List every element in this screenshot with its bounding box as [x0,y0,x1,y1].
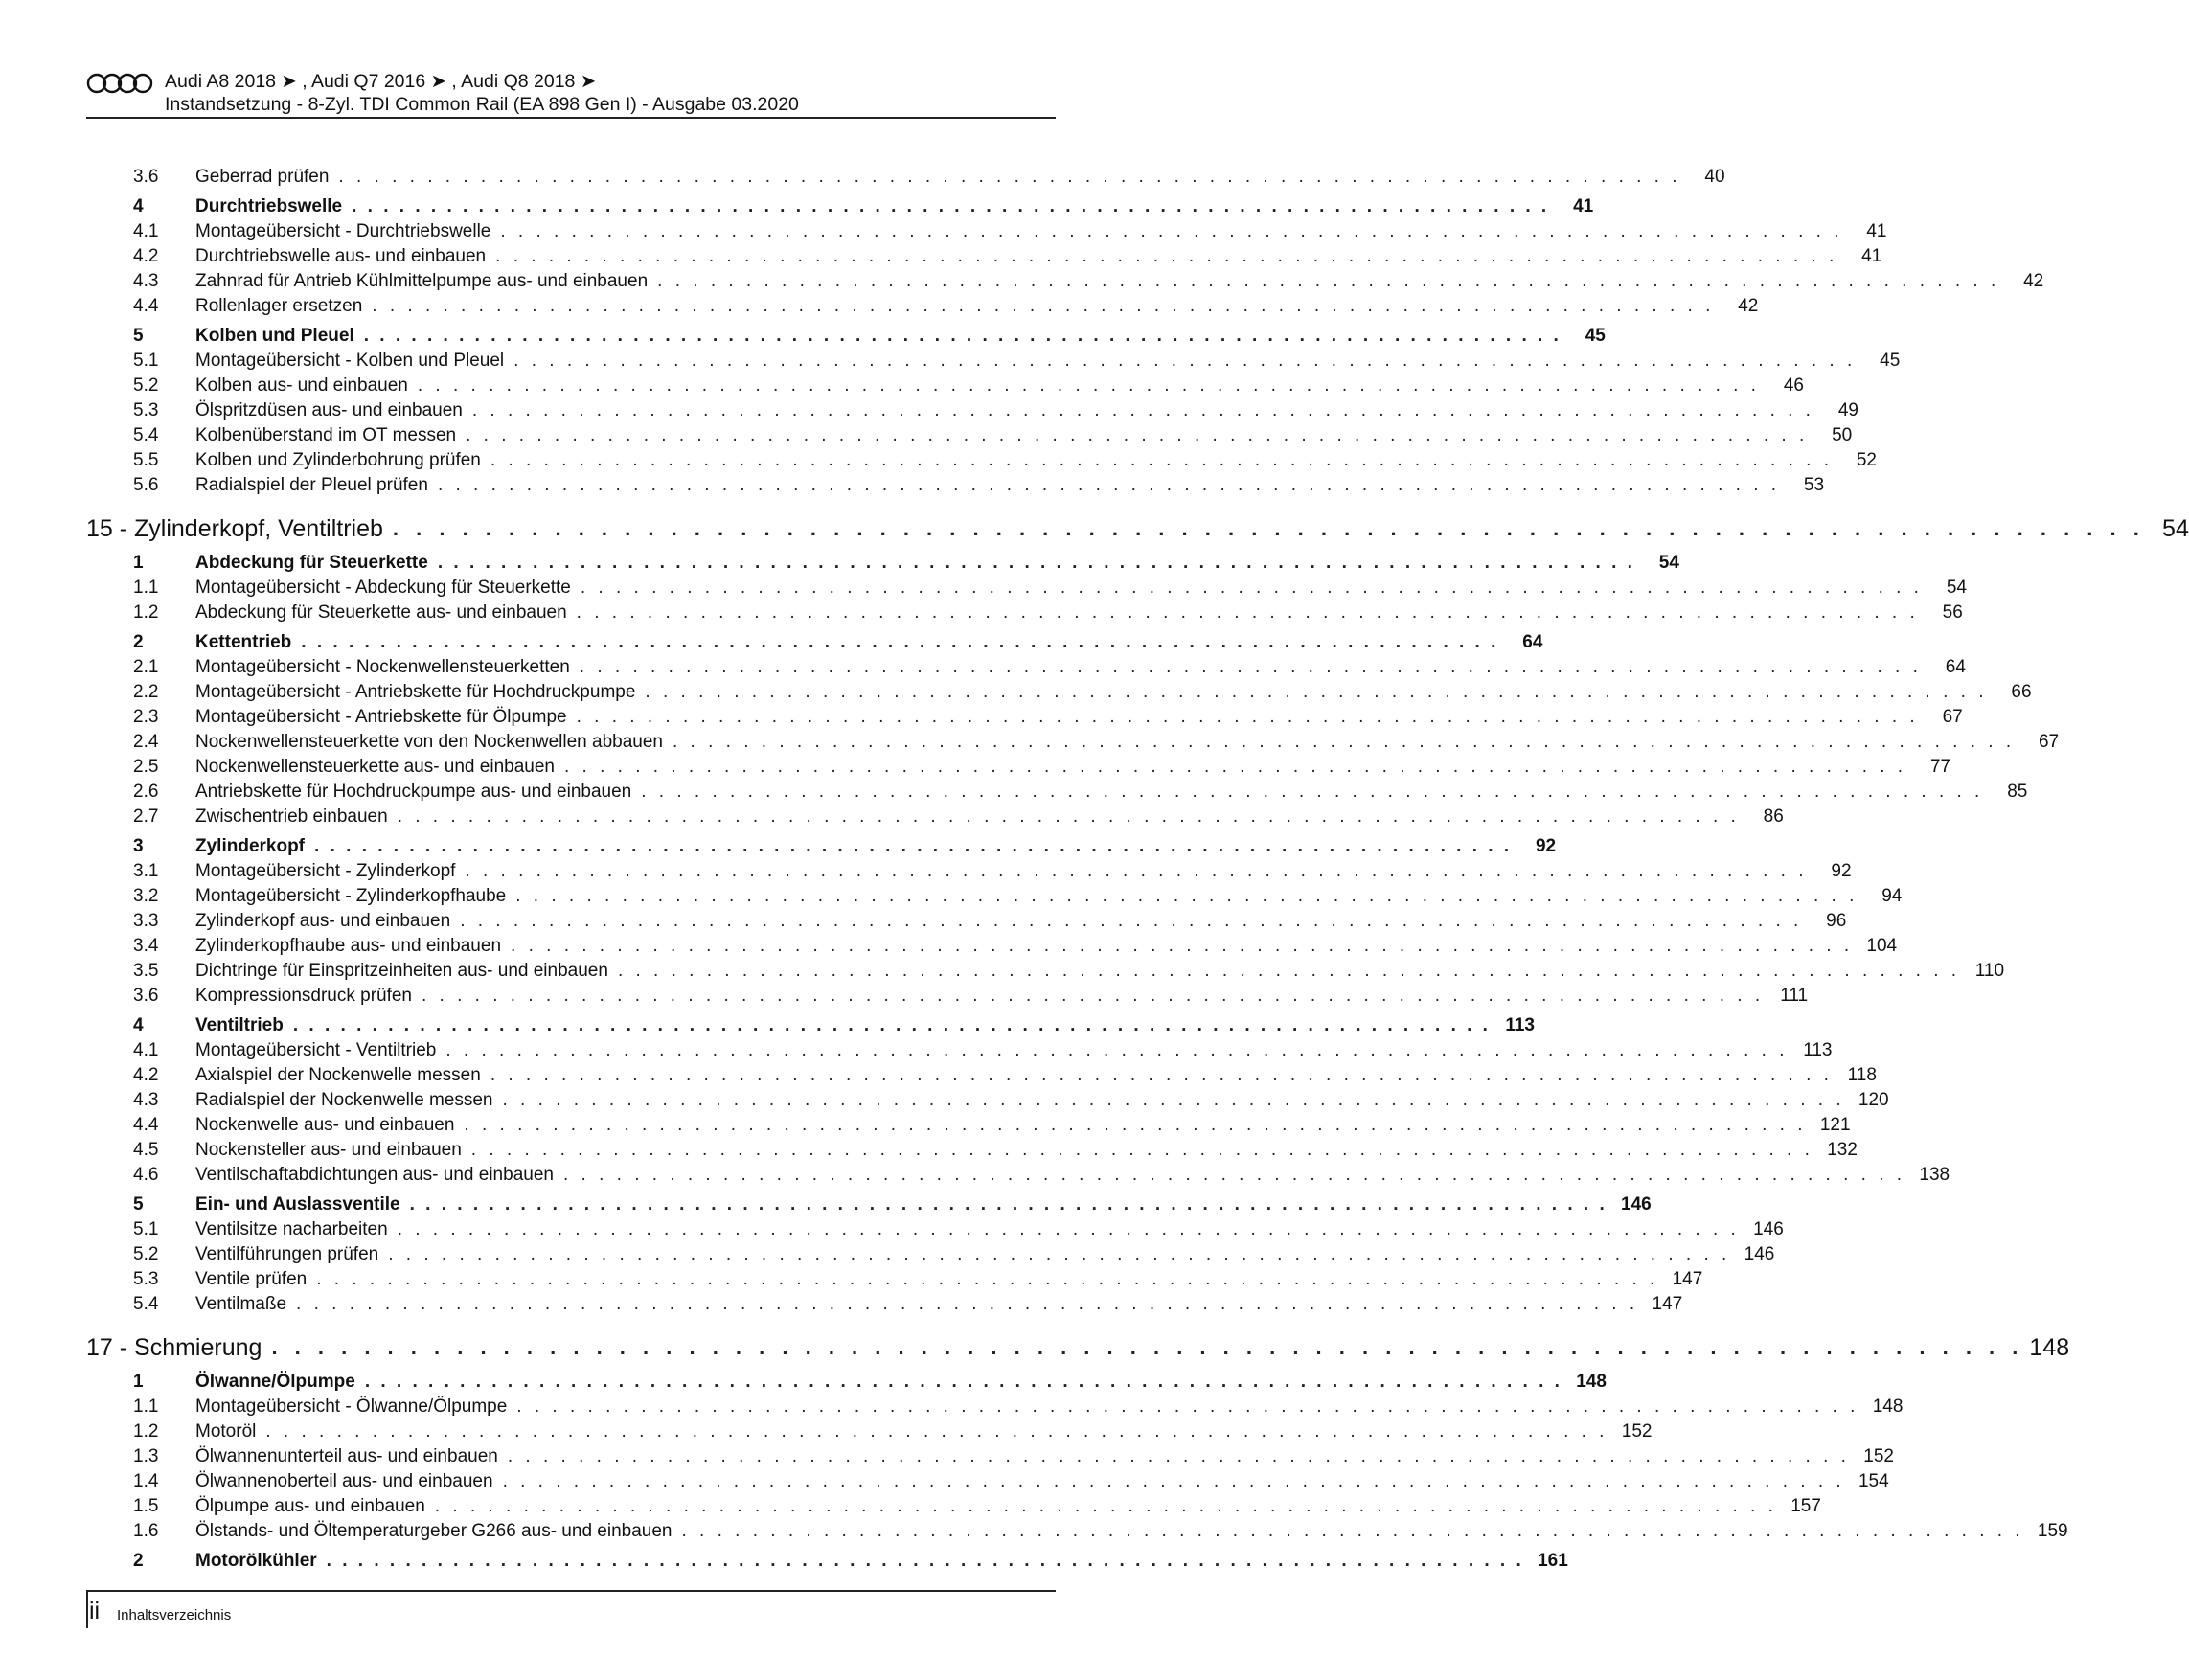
toc-dot-leader: . . . . . . . . . . . . . . . . . . . . . . . . . . . . . . . . . . . . . . . . . . . . . . . . . . . . . . . . . . . . . . . . . . . . . . . . . . . . [645,682,1988,702]
toc-entry-row[interactable] [86,1496,1821,1521]
toc-dot-leader: . . . . . . . . . . . . . . . . . . . . . . . . . . . . . . . . . . . . . . . . . . . . . . . . . . . . . . . . . . . . . . . . . . . . . . . . . . . . [464,1115,1807,1135]
toc-entry-number: 2 [133,1551,144,1571]
toc-entry-title: Montageübersicht - Zylinderkopf [195,861,456,881]
toc-entry-title: Ventilsitze nacharbeiten [195,1219,388,1239]
toc-entry-row[interactable] [86,682,2032,707]
toc-entry-number: 4 [133,196,144,216]
toc-entry-title: Kolben und Pleuel [195,326,354,346]
toc-entry-title: Montageübersicht - Abdeckung für Steuerkette [195,578,571,598]
toc-page-number: 146 [1753,1219,1784,1239]
toc-dot-leader: . . . . . . . . . . . . . . . . . . . . . . . . . . . . . . . . . . . . . . . . . . . . . . . . . . . . . . . . . . . . . . . . . . . . . . . . . . . . [265,1421,1608,1442]
toc-entry-row[interactable] [86,657,1966,682]
toc-entry-row[interactable] [86,782,2028,806]
toc-page-number: 41 [1573,196,1594,216]
toc-dot-leader: . . . . . . . . . . . . . . . . . . . . . . . . . . . . . . . . . . . . . . . . . . . . . . . . . . . . . . . . . . . . . . . . . . . . . . . . . . . . [292,1015,1491,1035]
toc-dot-leader: . . . . . . . . . . . . . . . . . . . . . . . . . . . . . . . . . . . . . . . . . . . . . . . . . . . . . . . . . . . . . . . . . . . . . . . . . . . . [388,1244,1731,1264]
toc-page-number: 161 [1538,1551,1568,1571]
toc-dot-leader: . . . . . . . . . . . . . . . . . . . . . . . . . . . . . . . . . . . . . . . . . . . . . . . . . . . . . . . . . . . . . . . . . . . . . . . . . . . . [397,1219,1740,1239]
toc-entry-number: 5.4 [133,425,159,445]
toc-entry-number: 3.2 [133,886,159,906]
toc-entry-number: 4.3 [133,1090,159,1110]
toc-dot-leader: . . . . . . . . . . . . . . . . . . . . . . . . . . . . . . . . . . . . . . . . . . . . . . . . . . . . . . . . . . . . . . . . . . . . . . . . . . . . [417,375,1760,396]
toc-entry-row[interactable] [86,1165,1950,1190]
toc-page-number: 148 [2029,1333,2070,1361]
toc-page-number: 113 [1803,1040,1833,1060]
toc-entry-number: 1.2 [133,1421,159,1442]
toc-dot-leader: . . . . . . . . . . . . . . . . . . . . . . . . . . . . . . . . . . . . . . . . . . . . . . . . . . . . . . . . . . . . . . . . . . . . . . . . . . . . [580,578,1923,598]
toc-entry-row[interactable] [86,1065,1877,1090]
toc-section-row[interactable] [86,1194,1652,1219]
toc-entry-number: 4.3 [133,271,159,291]
toc-section-row[interactable] [86,553,1679,578]
toc-page-number: 111 [1780,986,1809,1006]
toc-entry-title: Geberrad prüfen [195,167,330,187]
toc-entry-row[interactable] [86,1471,1889,1496]
toc-entry-number: 2 [133,632,144,652]
toc-entry-title: Montageübersicht - Nockenwellensteuerketten [195,657,570,677]
toc-entry-row[interactable] [86,1269,1703,1294]
toc-entry-row[interactable] [86,1396,1904,1421]
toc-entry-row[interactable] [86,271,2044,296]
toc-dot-leader: . . . . . . . . . . . . . . . . . . . . . . . . . . . . . . . . . . . . . . . . . . . . . . . . . . . . . . . . . . . . . . . . . . . . . . . . . . . . [460,911,1803,931]
toc-entry-title: Durchtriebswelle aus- und einbauen [195,246,487,266]
toc-entry-number: 4.1 [133,221,159,241]
toc-page-number: 146 [1744,1244,1775,1264]
toc-entry-row[interactable] [86,1244,1775,1269]
toc-entry-title: Zwischentrieb einbauen [195,806,388,827]
toc-entry-row[interactable] [86,732,2060,757]
toc-entry-row[interactable] [86,475,1825,500]
toc-page-number: 152 [1621,1421,1653,1442]
toc-entry-title: Ventiltrieb [195,1015,284,1035]
toc-entry-title: Ölspritzdüsen aus- und einbauen [195,400,463,420]
toc-entry-number: 1 [133,553,144,573]
toc-entry-title: Ölstands- und Öltemperaturgeber G266 aus- und einbauen [195,1521,673,1541]
toc-entry-title: Zylinderkopfhaube aus- und einbauen [195,936,502,956]
toc-dot-leader: . . . . . . . . . . . . . . . . . . . . . . . . . . . . . . . . . . . . . . . . . . . . . . . . . . . . . . . . . . . . . . . . . . . . . . . . . . . . [500,221,1843,241]
toc-dot-leader: . . . . . . . . . . . . . . . . . . . . . . . . . . . . . . . . . . . . . . . . . . . . . . . . . . . . . . . . . . . . . . . . . . . . . . . . . . . . [490,1065,1833,1085]
toc-entry-title: Antriebskette für Hochdruckpumpe aus- und einbauen [195,782,632,802]
toc-entry-row[interactable] [86,375,1804,400]
toc-entry-row[interactable] [86,578,1967,602]
toc-entry-number: 2.5 [133,757,159,777]
toc-entry-row[interactable] [86,986,1809,1010]
toc-entry-number: 5.1 [133,1219,159,1239]
table-of-contents [86,167,2189,1576]
toc-dot-leader: . . . . . . . . . . . . . . . . . . . . . . . . . . . . . . . . . . . . . . . . . . . . . . . . . . . . . . . . . . . . . . . . . . . . . . . . . . . . [495,246,1838,266]
toc-page-number: 64 [1945,657,1966,677]
toc-page-number: 41 [1861,246,1882,266]
toc-entry-row[interactable] [86,246,1882,271]
toc-entry-number: 1.1 [133,578,159,598]
toc-entry-row[interactable] [86,1140,1858,1165]
toc-dot-leader: . . . . . . . . . . . . . . . . . . . . . . . . . . . . . . . . . . . . . . . . . . . . . . . . . . . . . . . . . . . . . . . . . . . . . . . . . . . . [465,861,1808,881]
toc-entry-title: Kolben und Zylinderbohrung prüfen [195,450,481,470]
toc-dot-leader: . . . . . . . . . . . . . . . . . . . . . . . . . . . . . . . . . . . . . . . . . . . . . . . . . . . . . . . . . . . . . . . . . . . . . . . . . . . . [352,196,1550,216]
toc-page-number: 66 [2011,682,2032,702]
toc-entry-row[interactable] [86,167,1725,192]
toc-page-number: 92 [1535,836,1557,856]
toc-dot-leader: . . . . . . . . . . . . . . . . . . . . . . . . . . . . . . . . . . . . . . . . . . . . . . . . . . . . . . . . . . . . . . . . . . . . . . . . . . . . [314,836,1513,856]
toc-entry-number: 3.6 [133,167,159,187]
toc-dot-leader: . . . . . . . . . . . . . . . . . . . . . . . . . . . . . . . . . . . . . . . . . . . . . . . . . . . . . . . . . . . . . . . . . . . . . . . . . . . . [502,1090,1845,1110]
toc-entry-title: Abdeckung für Steuerkette [195,553,428,573]
toc-entry-number: 3.5 [133,961,159,981]
toc-entry-row[interactable] [86,296,1759,321]
toc-page-number: 152 [1863,1446,1894,1466]
audi-rings-logo [86,73,153,94]
toc-entry-row[interactable] [86,707,1963,732]
toc-section-row[interactable] [86,836,1557,861]
toc-entry-number: 1.4 [133,1471,159,1491]
footer-page-number: ii [89,1598,101,1624]
toc-entry-number: 2.4 [133,732,159,752]
toc-entry-row[interactable] [86,1040,1833,1065]
toc-entry-number: 4.4 [133,296,159,316]
toc-chapter-row[interactable] [86,510,2189,548]
toc-page-number: 40 [1704,167,1725,187]
toc-entry-title: Axialspiel der Nockenwelle messen [195,1065,481,1085]
toc-entry-title: Ölwannenoberteil aus- und einbauen [195,1471,493,1491]
toc-page-number: 54 [1658,553,1679,573]
toc-page-number: 138 [1919,1165,1950,1185]
toc-page-number: 110 [1974,961,2005,981]
toc-entry-number: 2.6 [133,782,159,802]
toc-page-number: 113 [1505,1015,1535,1035]
toc-entry-number: 1.5 [133,1496,159,1516]
toc-page-number: 77 [1929,757,1951,777]
toc-entry-row[interactable] [86,961,2005,986]
toc-entry-number: 5 [133,1194,144,1215]
toc-page-number: 147 [1652,1294,1683,1314]
toc-entry-title: Ölwannenunterteil aus- und einbauen [195,1446,498,1466]
header-manual-title: Instandsetzung - 8-Zyl. TDI Common Rail (EA 898 Gen I) - Ausgabe 03.2020 [165,94,799,115]
header-vehicle-models: Audi A8 2018 ➤ , Audi Q7 2016 ➤ , Audi Q8 2018 ➤ [165,71,597,92]
toc-dot-leader: . . . . . . . . . . . . . . . . . . . . . . . . . . . . . . . . . . . . . . . . . . . . . . . . . . . . . . . . . . . . . . . . . . . . . . . . . . . . [397,806,1740,827]
toc-entry-number: 3 [133,836,144,856]
toc-dot-leader: . . . . . . . . . . . . . . . . . . . . . . . . . . . . . . . . . . . . . . . . . . . . . . . . . . . . . . . . . . . . . . . . . . . . . . . . . . . . [445,1040,1789,1060]
toc-dot-leader: . . . . . . . . . . . . . . . . . . . . . . . . . . . . . . . . . . . . . . . . . . . . . . . . . . . . . . . . . . . . . . . . . . . . . . . . . . . . [681,1521,2024,1541]
toc-page-number: 42 [1738,296,1759,316]
toc-page-number: 56 [1942,602,1963,623]
toc-entry-row[interactable] [86,1090,1889,1115]
toc-page-number: 45 [1880,351,1901,371]
toc-dot-leader: . . . . . . . . . . . . . . . . . . . . . . . . . . . . . . . . . . . . . . . . . . . . . . . . . . . . . . . . . . . . . . . . . . . . . . . . . . . . [372,296,1715,316]
toc-entry-title: Nockenwelle aus- und einbauen [195,1115,455,1135]
toc-entry-title: Dichtringe für Einspritzeinheiten aus- und einbauen [195,961,608,981]
footer-divider [86,1590,1056,1592]
toc-entry-row[interactable] [86,1294,1683,1319]
toc-page-number: 54 [1946,578,1967,598]
toc-entry-number: 4.2 [133,246,159,266]
toc-entry-row[interactable] [86,221,1887,246]
toc-entry-title: Radialspiel der Nockenwelle messen [195,1090,493,1110]
toc-dot-leader: . . . . . . . . . . . . . . . . . . . . . . . . . . . . . . . . . . . . . . . . . . . . . . . . . . . . . . . . . . . . . . . . . . . . . . . . . . . . [326,1551,1524,1571]
toc-entry-number: 2.7 [133,806,159,827]
toc-page-number: 154 [1858,1471,1889,1491]
toc-dot-leader: . . . . . . . . . . . . . . . . . . . . . . . . . . . . . . . . . . . . . . . . . . . . . . . . . . . . . . . . . . . . . . . . . . . . . . . . . . . . [296,1294,1639,1314]
toc-page-number: 85 [2007,782,2028,802]
toc-entry-title: Zylinderkopf [195,836,306,856]
toc-entry-number: 4 [133,1015,144,1035]
page-header [86,67,1056,119]
toc-entry-title: Radialspiel der Pleuel prüfen [195,475,428,495]
toc-entry-row[interactable] [86,450,1877,475]
toc-entry-number: 1.3 [133,1446,159,1466]
toc-entry-title: 15 - Zylinderkopf, Ventiltrieb [86,514,383,542]
toc-entry-title: Durchtriebswelle [195,196,343,216]
toc-entry-title: Zahnrad für Antrieb Kühlmittelpumpe aus- und einbauen [195,271,649,291]
toc-entry-number: 3.3 [133,911,159,931]
toc-dot-leader: . . . . . . . . . . . . . . . . . . . . . . . . . . . . . . . . . . . . . . . . . . . . . . . . . . . . . . . . . . . . . . . . . . . . . . . . . . . . [563,757,1907,777]
toc-entry-number: 4.6 [133,1165,159,1185]
toc-entry-number: 3.4 [133,936,159,956]
toc-page-number: 41 [1866,221,1887,241]
toc-dot-leader: . . . . . . . . . . . . . . . . . . . . . . . . . . . . . . . . . . . . . . . . . . . . . . . . . . . . . . . . . . . . . . . . . . . . . . . . . . . . [617,961,1961,981]
toc-entry-row[interactable] [86,861,1852,886]
toc-dot-leader: . . . . . . . . . . . . . . . . . . . . . . . . . . . . . . . . . . . . . . . . . . . . . . . . . . . . . . . . . . . . . . . . . . . . . . . . . . . . [490,450,1833,470]
toc-page-number: 46 [1783,375,1804,396]
toc-dot-leader: . . . . . . . . . . . . . . . . . . . . . . . . . . . . . . . . . . . . . . . . . . . . . . . . . . . . . . . . . . . . . . . . . . . . . . . . . . . . [576,602,1919,623]
toc-page-number: 121 [1819,1115,1851,1135]
toc-section-row[interactable] [86,1015,1535,1040]
toc-dot-leader: . . . . . . . . . . . . . . . . . . . . . . . . . . . . . . . . . . . . . . . . . . . . . . . . . . . . . . . . . . . . . . . . . . . . . . . . . . . . [392,516,2145,540]
toc-entry-title: Ein- und Auslassventile [195,1194,400,1215]
toc-entry-title: Motorölkühler [195,1551,317,1571]
toc-entry-title: Abdeckung für Steuerkette aus- und einbauen [195,602,567,623]
toc-entry-title: Ventilmaße [195,1294,287,1314]
toc-entry-title: Kolben aus- und einbauen [195,375,408,396]
toc-entry-title: Montageübersicht - Ölwanne/Ölpumpe [195,1396,508,1417]
toc-entry-number: 5.3 [133,400,159,420]
toc-page-number: 159 [2037,1521,2068,1541]
toc-dot-leader: . . . . . . . . . . . . . . . . . . . . . . . . . . . . . . . . . . . . . . . . . . . . . . . . . . . . . . . . . . . . . . . . . . . . . . . . . . . . [513,351,1857,371]
toc-entry-title: Montageübersicht - Kolben und Pleuel [195,351,505,371]
toc-dot-leader: . . . . . . . . . . . . . . . . . . . . . . . . . . . . . . . . . . . . . . . . . . . . . . . . . . . . . . . . . . . . . . . . . . . . . . . . . . . . [409,1194,1608,1215]
toc-page-number: 54 [2162,514,2189,542]
toc-entry-title: Montageübersicht - Antriebskette für Hochdruckpumpe [195,682,636,702]
toc-entry-number: 1.1 [133,1396,159,1417]
toc-dot-leader: . . . . . . . . . . . . . . . . . . . . . . . . . . . . . . . . . . . . . . . . . . . . . . . . . . . . . . . . . . . . . . . . . . . . . . . . . . . . [434,1496,1777,1516]
toc-entry-row[interactable] [86,1421,1653,1446]
toc-page-number: 148 [1576,1372,1607,1392]
toc-page-number: 92 [1831,861,1852,881]
toc-dot-leader: . . . . . . . . . . . . . . . . . . . . . . . . . . . . . . . . . . . . . . . . . . . . . . . . . . . . . . . . . . . . . . . . . . . . . . . . . . . . [516,1396,1859,1417]
toc-chapter-row[interactable] [86,1328,2070,1367]
toc-dot-leader: . . . . . . . . . . . . . . . . . . . . . . . . . . . . . . . . . . . . . . . . . . . . . . . . . . . . . . . . . . . . . . . . . . . . . . . . . . . . [673,732,2016,752]
toc-entry-row[interactable] [86,602,1963,627]
toc-entry-number: 2.3 [133,707,159,727]
toc-entry-title: Kolbenüberstand im OT messen [195,425,457,445]
toc-page-number: 42 [2023,271,2044,291]
toc-entry-row[interactable] [86,351,1901,375]
toc-entry-row[interactable] [86,1219,1784,1244]
toc-entry-number: 3.1 [133,861,159,881]
toc-section-row[interactable] [86,632,1543,657]
toc-entry-title: Zylinderkopf aus- und einbauen [195,911,451,931]
toc-entry-number: 4.4 [133,1115,159,1135]
toc-section-row[interactable] [86,1551,1568,1576]
toc-entry-number: 5.5 [133,450,159,470]
toc-entry-number: 4.2 [133,1065,159,1085]
toc-entry-row[interactable] [86,936,1898,961]
toc-page-number: 148 [1872,1396,1904,1417]
toc-entry-title: Montageübersicht - Antriebskette für Ölpumpe [195,707,567,727]
toc-page-number: 45 [1585,326,1606,346]
toc-dot-leader: . . . . . . . . . . . . . . . . . . . . . . . . . . . . . . . . . . . . . . . . . . . . . . . . . . . . . . . . . . . . . . . . . . . . . . . . . . . . [363,326,1562,346]
toc-entry-title: Ventile prüfen [195,1269,308,1289]
toc-dot-leader: . . . . . . . . . . . . . . . . . . . . . . . . . . . . . . . . . . . . . . . . . . . . . . . . . . . . . . . . . . . . . . . . . . . . . . . . . . . . [422,986,1765,1006]
toc-entry-title: Montageübersicht - Zylinderkopfhaube [195,886,507,906]
toc-section-row[interactable] [86,1372,1607,1396]
toc-dot-leader: . . . . . . . . . . . . . . . . . . . . . . . . . . . . . . . . . . . . . . . . . . . . . . . . . . . . . . . . . . . . . . . . . . . . . . . . . . . . [301,632,1499,652]
toc-dot-leader: . . . . . . . . . . . . . . . . . . . . . . . . . . . . . . . . . . . . . . . . . . . . . . . . . . . . . . . . . . . . . . . . . . . . . . . . . . . . [437,553,1635,573]
toc-entry-row[interactable] [86,1446,1894,1471]
toc-entry-title: Nockenwellensteuerkette aus- und einbauen [195,757,555,777]
toc-entry-title: Motoröl [195,1421,257,1442]
toc-page-number: 132 [1827,1140,1858,1160]
toc-dot-leader: . . . . . . . . . . . . . . . . . . . . . . . . . . . . . . . . . . . . . . . . . . . . . . . . . . . . . . . . . . . . . . . . . . . . . . . . . . . . [470,1140,1813,1160]
toc-entry-number: 5.1 [133,351,159,371]
toc-entry-title: Ventilführungen prüfen [195,1244,379,1264]
toc-page-number: 50 [1832,425,1853,445]
toc-dot-leader: . . . . . . . . . . . . . . . . . . . . . . . . . . . . . . . . . . . . . . . . . . . . . . . . . . . . . . . . . . . . . . . . . . . . . . . . . . . . [338,167,1681,187]
toc-entry-title: Nockensteller aus- und einbauen [195,1140,462,1160]
toc-entry-number: 1.2 [133,602,159,623]
toc-entry-number: 5.6 [133,475,159,495]
toc-page-number: 64 [1522,632,1543,652]
toc-entry-number: 1 [133,1372,144,1392]
toc-entry-title: Kompressionsdruck prüfen [195,986,412,1006]
footer-vertical-divider [86,1590,88,1628]
toc-dot-leader: . . . . . . . . . . . . . . . . . . . . . . . . . . . . . . . . . . . . . . . . . . . . . . . . . . . . . . . . . . . . . . . . . . . . . . . . . . . . [657,271,2000,291]
toc-entry-title: Nockenwellensteuerkette von den Nockenwellen abbauen [195,732,663,752]
toc-entry-number: 5 [133,326,144,346]
toc-page-number: 53 [1803,475,1825,495]
toc-dot-leader: . . . . . . . . . . . . . . . . . . . . . . . . . . . . . . . . . . . . . . . . . . . . . . . . . . . . . . . . . . . . . . . . . . . . . . . . . . . . [562,1165,1906,1185]
toc-dot-leader: . . . . . . . . . . . . . . . . . . . . . . . . . . . . . . . . . . . . . . . . . . . . . . . . . . . . . . . . . . . . . . . . . . . . . . . . . . . . [271,1335,2024,1359]
toc-entry-row[interactable] [86,911,1847,936]
toc-dot-leader: . . . . . . . . . . . . . . . . . . . . . . . . . . . . . . . . . . . . . . . . . . . . . . . . . . . . . . . . . . . . . . . . . . . . . . . . . . . . [471,400,1814,420]
toc-dot-leader: . . . . . . . . . . . . . . . . . . . . . . . . . . . . . . . . . . . . . . . . . . . . . . . . . . . . . . . . . . . . . . . . . . . . . . . . . . . . [576,707,1919,727]
toc-entry-row[interactable] [86,806,1784,831]
toc-entry-row[interactable] [86,1115,1851,1140]
toc-entry-number: 5.3 [133,1269,159,1289]
toc-dot-leader: . . . . . . . . . . . . . . . . . . . . . . . . . . . . . . . . . . . . . . . . . . . . . . . . . . . . . . . . . . . . . . . . . . . . . . . . . . . . [437,475,1781,495]
toc-page-number: 67 [1942,707,1963,727]
toc-entry-number: 4.5 [133,1140,159,1160]
toc-dot-leader: . . . . . . . . . . . . . . . . . . . . . . . . . . . . . . . . . . . . . . . . . . . . . . . . . . . . . . . . . . . . . . . . . . . . . . . . . . . . [511,936,1854,956]
toc-entry-title: Montageübersicht - Ventiltrieb [195,1040,437,1060]
toc-entry-title: Ölwanne/Ölpumpe [195,1372,355,1392]
toc-entry-title: Ventilschaftabdichtungen aus- und einbauen [195,1165,554,1185]
toc-entry-title: Kettentrieb [195,632,292,652]
toc-dot-leader: . . . . . . . . . . . . . . . . . . . . . . . . . . . . . . . . . . . . . . . . . . . . . . . . . . . . . . . . . . . . . . . . . . . . . . . . . . . . [579,657,1922,677]
toc-entry-number: 1.6 [133,1521,159,1541]
toc-entry-number: 5.4 [133,1294,159,1314]
footer-section-label: Inhaltsverzeichnis [117,1607,232,1623]
toc-page-number: 120 [1858,1090,1889,1110]
toc-entry-number: 2.1 [133,657,159,677]
toc-page-number: 147 [1672,1269,1703,1289]
toc-entry-title: 17 - Schmierung [86,1333,262,1361]
toc-dot-leader: . . . . . . . . . . . . . . . . . . . . . . . . . . . . . . . . . . . . . . . . . . . . . . . . . . . . . . . . . . . . . . . . . . . . . . . . . . . . [364,1372,1562,1392]
toc-page-number: 67 [2038,732,2060,752]
toc-page-number: 96 [1826,911,1847,931]
toc-entry-title: Ölpumpe aus- und einbauen [195,1496,425,1516]
toc-page-number: 52 [1856,450,1877,470]
toc-entry-number: 5.2 [133,1244,159,1264]
toc-entry-title: Rollenlager ersetzen [195,296,363,316]
toc-page-number: 94 [1881,886,1903,906]
toc-entry-number: 5.2 [133,375,159,396]
toc-page-number: 104 [1866,936,1898,956]
toc-dot-leader: . . . . . . . . . . . . . . . . . . . . . . . . . . . . . . . . . . . . . . . . . . . . . . . . . . . . . . . . . . . . . . . . . . . . . . . . . . . . [316,1269,1659,1289]
toc-page-number: 146 [1621,1194,1652,1215]
toc-page-number: 118 [1847,1065,1877,1085]
toc-section-row[interactable] [86,196,1594,221]
toc-page-number: 49 [1837,400,1858,420]
toc-dot-leader: . . . . . . . . . . . . . . . . . . . . . . . . . . . . . . . . . . . . . . . . . . . . . . . . . . . . . . . . . . . . . . . . . . . . . . . . . . . . [515,886,1858,906]
toc-entry-row[interactable] [86,400,1858,425]
toc-section-row[interactable] [86,326,1606,351]
toc-entry-row[interactable] [86,886,1903,911]
toc-entry-number: 2.2 [133,682,159,702]
toc-entry-number: 4.1 [133,1040,159,1060]
toc-entry-row[interactable] [86,757,1951,782]
toc-dot-leader: . . . . . . . . . . . . . . . . . . . . . . . . . . . . . . . . . . . . . . . . . . . . . . . . . . . . . . . . . . . . . . . . . . . . . . . . . . . . [466,425,1809,445]
toc-entry-row[interactable] [86,1521,2068,1546]
toc-dot-leader: . . . . . . . . . . . . . . . . . . . . . . . . . . . . . . . . . . . . . . . . . . . . . . . . . . . . . . . . . . . . . . . . . . . . . . . . . . . . [507,1446,1850,1466]
toc-entry-title: Montageübersicht - Durchtriebswelle [195,221,491,241]
toc-dot-leader: . . . . . . . . . . . . . . . . . . . . . . . . . . . . . . . . . . . . . . . . . . . . . . . . . . . . . . . . . . . . . . . . . . . . . . . . . . . . [641,782,1984,802]
toc-entry-number: 3.6 [133,986,159,1006]
toc-page-number: 86 [1763,806,1784,827]
toc-dot-leader: . . . . . . . . . . . . . . . . . . . . . . . . . . . . . . . . . . . . . . . . . . . . . . . . . . . . . . . . . . . . . . . . . . . . . . . . . . . . [502,1471,1845,1491]
toc-page-number: 157 [1790,1496,1821,1516]
toc-entry-row[interactable] [86,425,1853,450]
